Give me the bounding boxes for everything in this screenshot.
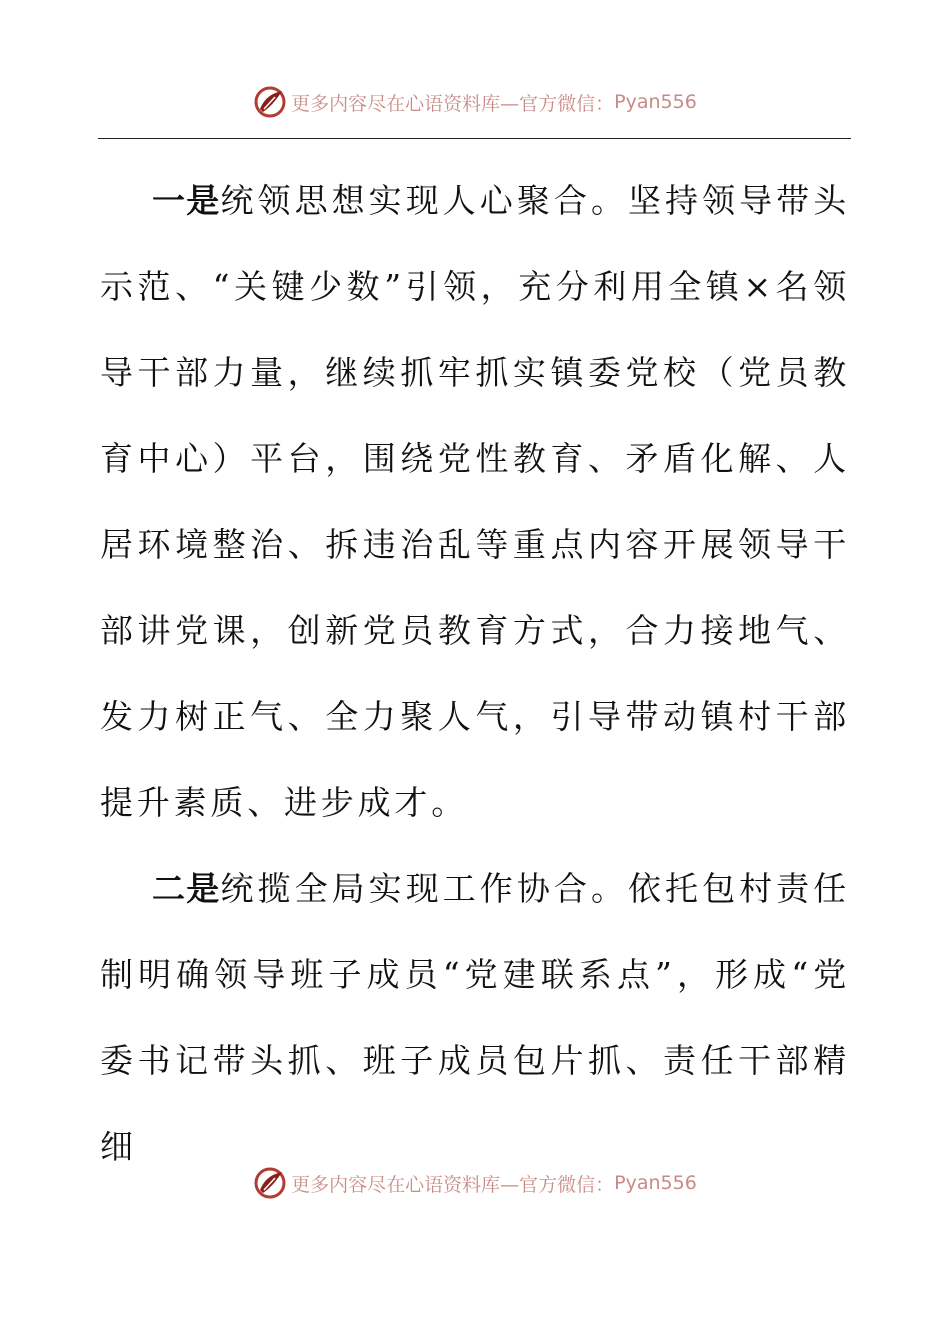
paragraph-2-body: 统揽全局实现工作协合。依托包村责任制明确领导班子成员“党建联系点”，形成“党委书记带头抓、班子成员包片抓、责任干部精细 (100, 869, 851, 1166)
header-watermark (0, 82, 950, 122)
pen-nib-logo-icon (253, 85, 287, 119)
pen-nib-logo-icon (253, 1166, 287, 1200)
watermark-text: 更多内容尽在心语资料库—官方微信： (291, 1173, 615, 1196)
paragraph-2-lead: 二是 (152, 869, 221, 908)
paragraph-1-lead: 一是 (152, 181, 221, 220)
paragraph-1-body: 统领思想实现人心聚合。坚持领导带头示范、“关键少数”引领，充分利用全镇×名领导干部力量，继续抓牢抓实镇委党校（党员教育中心）平台，围绕党性教育、矛盾化解、人居环境整治、拆违治乱等重点内容开展领导干部讲党课，创新党员教育方式，合力接地气、发力树正气、全力聚人气，引导带动镇村干部提升素质、进步成才。 (100, 181, 851, 822)
footer-watermark (0, 1163, 950, 1203)
paragraph-2 (100, 846, 850, 1190)
watermark-wechat-id: Pyan556 (614, 1172, 697, 1194)
watermark-text: 更多内容尽在心语资料库—官方微信： (291, 92, 615, 115)
header-divider (98, 138, 851, 139)
document-body (100, 158, 850, 1190)
paragraph-1 (100, 158, 850, 846)
watermark-wechat-id: Pyan556 (614, 91, 697, 113)
